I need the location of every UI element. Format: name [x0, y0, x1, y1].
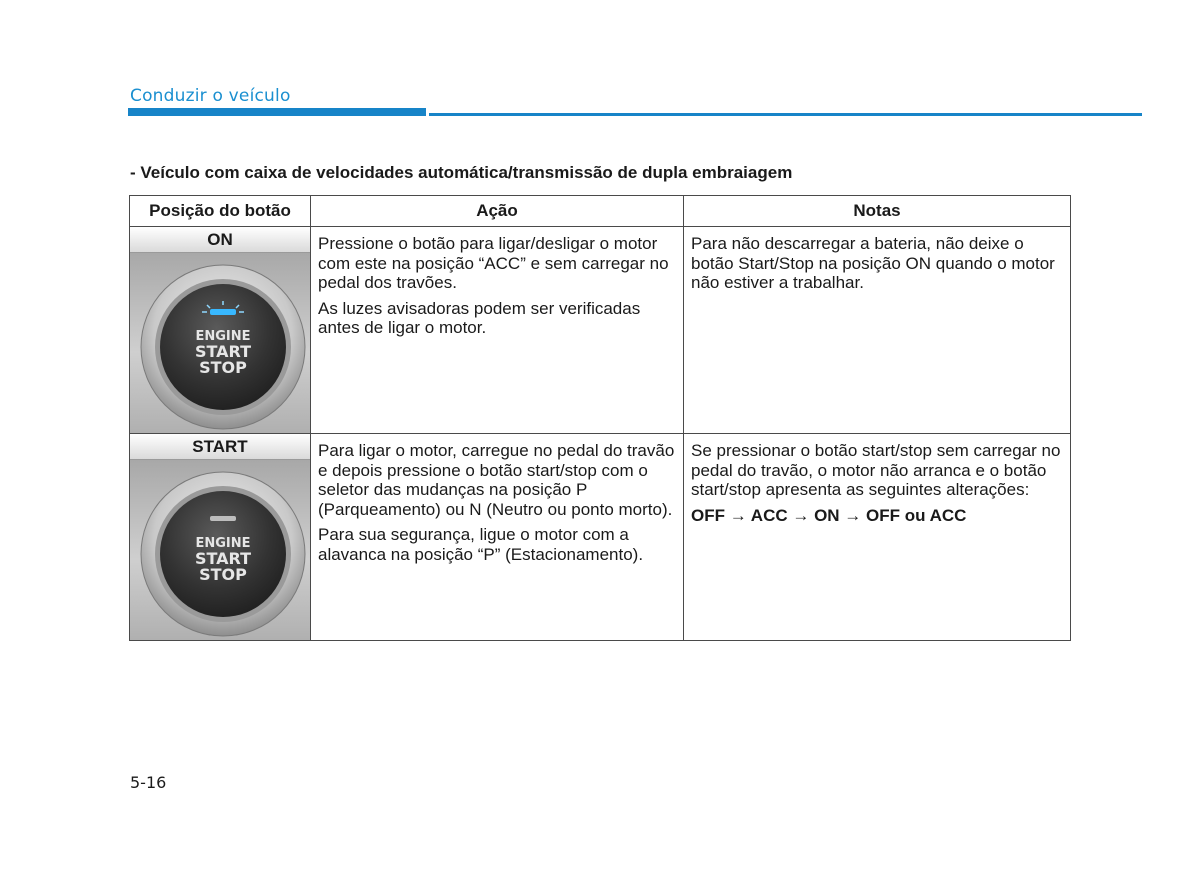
header-notes: Notas — [684, 196, 1071, 227]
notes-paragraph: Para não descarregar a bateria, não deixe o botão Start/Stop na posição ON quando o motor não estiver a trabalhar. — [691, 234, 1055, 292]
header-position: Posição do botão — [130, 196, 311, 227]
button-text-engine: ENGINE — [195, 536, 251, 551]
button-text-engine: ENGINE — [195, 329, 251, 344]
table-row — [130, 227, 1071, 434]
action-paragraph: Para ligar o motor, carregue no pedal do travão e depois pressione o botão start/stop com o seletor das mudanças na posição P (Parqueamento) ou N (Neutro ou ponto morto). — [318, 441, 675, 519]
button-text-start: START — [194, 342, 252, 361]
header-rule-thin — [429, 113, 1142, 116]
header-action: Ação — [311, 196, 684, 227]
table-subtitle: - Veículo com caixa de velocidades automática/transmissão de dupla embraiagem — [130, 163, 793, 182]
button-text-stop: STOP — [199, 358, 247, 377]
button-text-start: START — [194, 549, 252, 568]
action-paragraph: Pressione o botão para ligar/desligar o motor com este na posição “ACC” e sem carregar no pedal dos travões. — [318, 234, 669, 292]
table-row — [130, 434, 1071, 641]
button-text-stop: STOP — [199, 565, 247, 584]
indicator-led-on-icon — [210, 309, 236, 315]
action-cell — [311, 227, 684, 434]
position-label: ON — [130, 227, 310, 253]
action-paragraph: As luzes avisadoras podem ser verificadas antes de ligar o motor. — [318, 298, 641, 337]
position-cell — [130, 227, 311, 434]
position-label: START — [130, 434, 310, 460]
section-title: Conduzir o veículo — [130, 86, 291, 106]
position-cell — [130, 434, 311, 641]
button-position-table — [129, 195, 1071, 641]
action-paragraph: Para sua segurança, ligue o motor com a alavanca na posição “P” (Estacionamento). — [318, 525, 644, 564]
engine-button-image — [130, 253, 310, 433]
indicator-led-off-icon — [210, 516, 236, 521]
action-cell — [311, 434, 684, 641]
state-sequence: OFF → ACC → ON → OFF ou ACC — [691, 505, 967, 525]
notes-paragraph: Se pressionar o botão start/stop sem carregar no pedal do travão, o motor não arranca e o botão start/stop apresenta as seguintes alterações: — [691, 441, 1061, 499]
notes-cell — [684, 434, 1071, 641]
header-rule-thick — [128, 108, 426, 116]
notes-cell — [684, 227, 1071, 434]
page-number: 5-16 — [130, 773, 167, 792]
table-header-row — [130, 196, 1071, 227]
engine-button-image — [130, 460, 310, 640]
